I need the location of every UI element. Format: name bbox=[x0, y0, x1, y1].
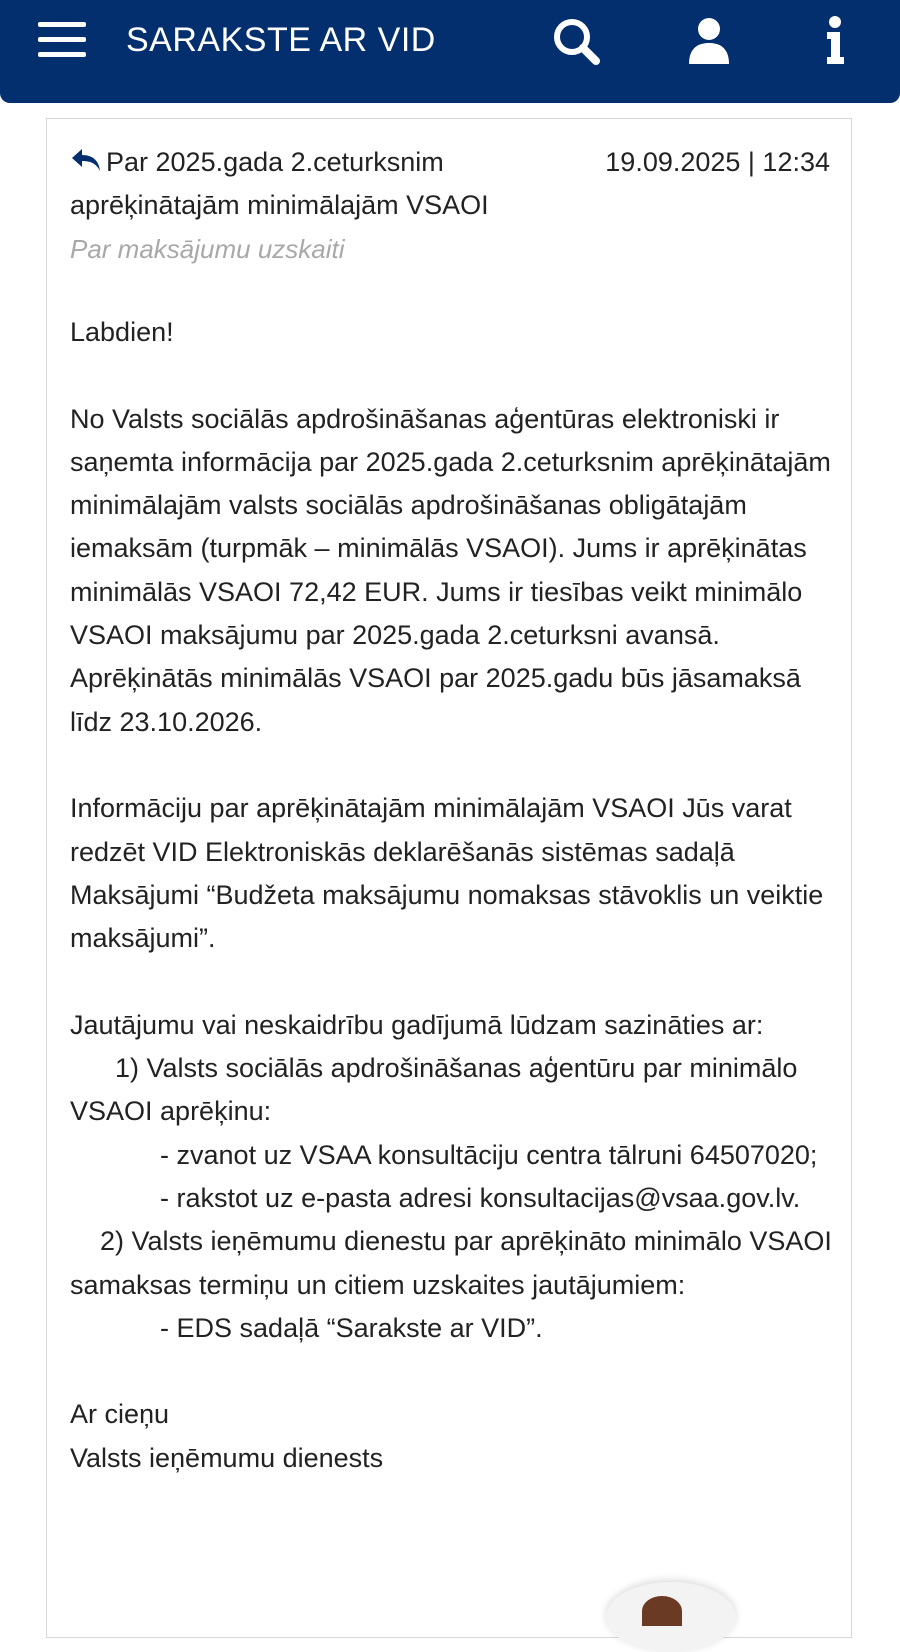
message-subject-text: Par 2025.gada 2.ceturksnim aprēķinātajām minimālajām VSAOI bbox=[70, 147, 489, 220]
message-category: Par maksājumu uzskaiti bbox=[70, 234, 345, 264]
top-app-bar bbox=[0, 0, 900, 103]
message-date: 19.09.2025 | 12:34 bbox=[605, 147, 830, 177]
message-header bbox=[70, 141, 830, 276]
page-title: SARAKSTE AR VID bbox=[126, 21, 436, 59]
reply-icon[interactable] bbox=[70, 147, 102, 173]
message-body: Labdien! No Valsts sociālās apdrošināšanas aģentūras elektroniski ir saņemta informācija par 2025.gada 2.ceturksnim aprēķinātajām minimālajām valsts sociālās apdrošināšanas obligātajām iemaksām (turpmāk – minimālās VSAOI). Jums ir aprēķinātas minimālās VSAOI 72,42 EUR. Jums ir tiesības veikt minimālo VSAOI maksājumu par 2025.gada 2.ceturksni avansā. Aprēķinātās minimālās VSAOI par 2025.gadu būs jāsamaksā līdz 23.10.2026. Informāciju par aprēķinātajām minimālajām VSAOI Jūs varat redzēt VID Elektroniskās deklarēšanās sistēmas sadaļā Maksājumi “Budžeta maksājumu nomaksas stāvoklis un veiktie maksājumi”. Jautājumu vai neskaidrību gadījumā lūdzam sazināties ar: 1) Valsts sociālās apdrošināšanas aģentūru par minimālo VSAOI aprēķinu: - zvanot uz VSAA konsultāciju centra tālruni 64507020; - rakstot uz e-pasta adresi konsultacijas@vsaa.gov.lv. 2) Valsts ieņēmumu dienestu par aprēķināto minimālo VSAOI samaksas termiņu un citiem uzskaites jautājumiem: - EDS sadaļā “Sarakste ar VID”. Ar cieņu Valsts ieņēmumu dienests bbox=[70, 317, 832, 1473]
message-subject bbox=[70, 141, 570, 227]
info-icon[interactable] bbox=[812, 12, 872, 72]
menu-icon[interactable] bbox=[38, 18, 88, 64]
user-icon[interactable] bbox=[680, 12, 740, 72]
chat-avatar[interactable] bbox=[606, 1582, 736, 1652]
message-card bbox=[46, 118, 852, 1638]
search-icon[interactable] bbox=[547, 12, 607, 72]
